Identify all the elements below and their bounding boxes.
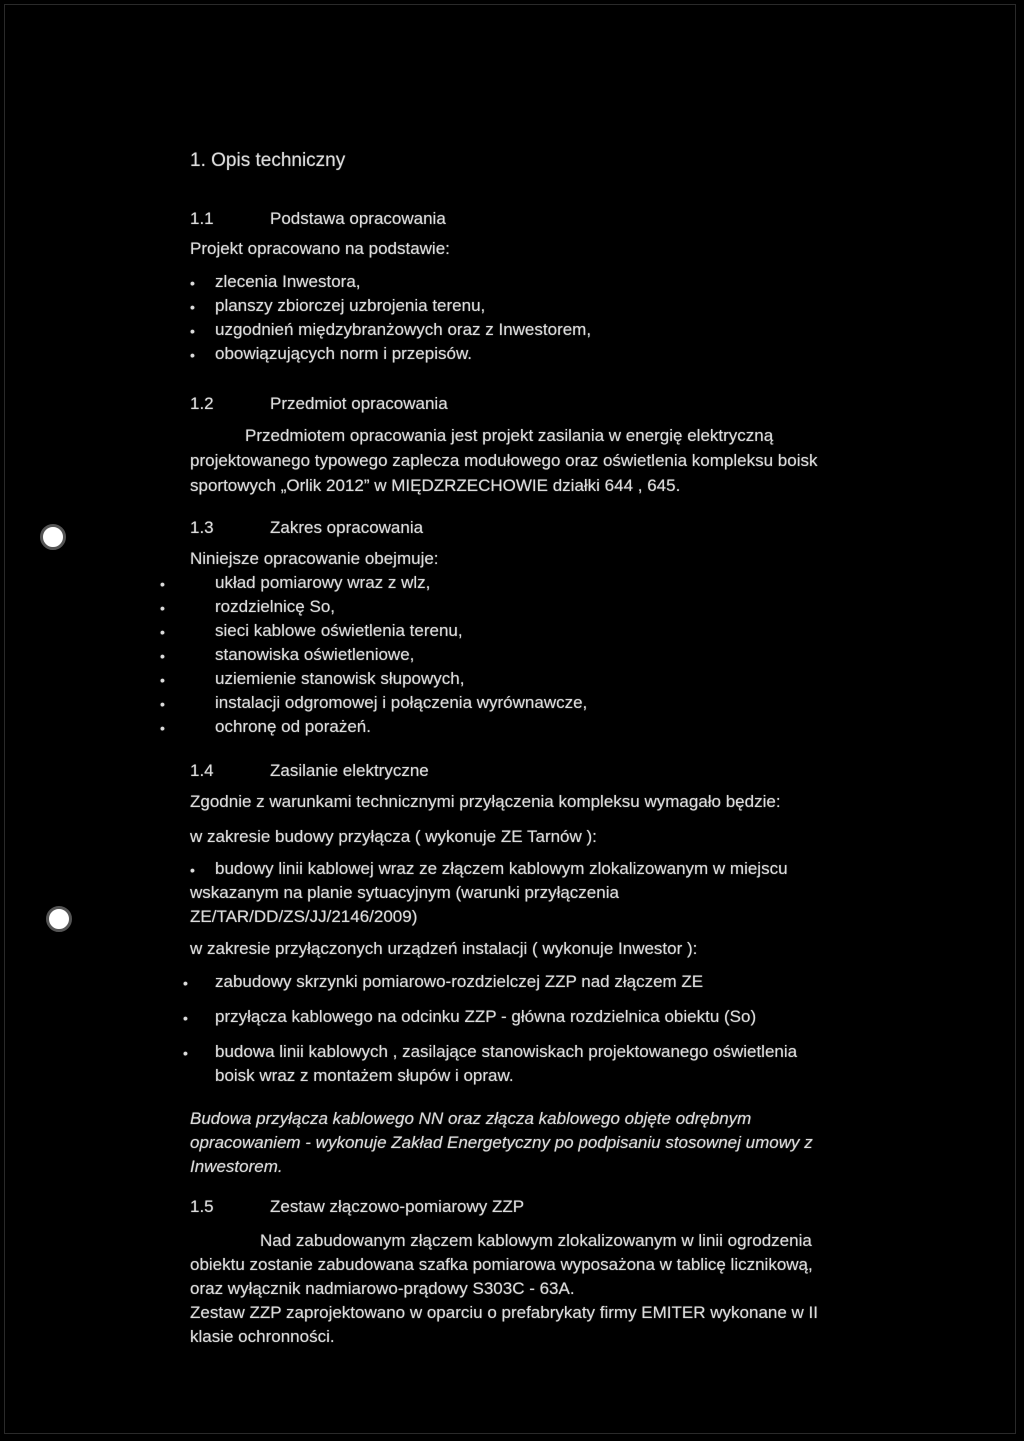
list-item: zlecenia Inwestora, (215, 272, 361, 291)
section-intro: Zgodnie z warunkami technicznymi przyłączenia kompleksu wymagało będzie: (190, 792, 781, 811)
bullet-icon: • (160, 720, 165, 736)
section-intro: Projekt opracowano na podstawie: (190, 239, 450, 258)
bullet-icon: • (160, 576, 165, 592)
italic-note-line: Budowa przyłącza kablowego NN oraz złącza kablowego objęte odrębnym (190, 1109, 752, 1128)
scope-line: w zakresie przyłączonych urządzeń instalacji ( wykonuje Inwestor ): (190, 939, 698, 958)
list-item: uziemienie stanowisk słupowych, (215, 669, 465, 688)
bullet-icon: • (160, 648, 165, 664)
paragraph-line: Nad zabudowanym złączem kablowym zlokalizowanym w linii ogrodzenia (260, 1231, 812, 1250)
bullet-icon: • (190, 862, 195, 878)
list-item: przyłącza kablowego na odcinku ZZP - główna rozdzielnica obiektu (So) (215, 1007, 757, 1026)
section-title: Zasilanie elektryczne (270, 761, 429, 780)
section-title: Przedmiot opracowania (270, 394, 448, 413)
paragraph-line: obiektu zostanie zabudowana szafka pomiarowa wyposażona w tablicę licznikową, (190, 1255, 813, 1274)
bullet-icon: • (160, 696, 165, 712)
bullet-icon: • (183, 975, 188, 991)
paragraph-line: klasie ochronności. (190, 1327, 335, 1346)
scope-line: w zakresie budowy przyłącza ( wykonuje ZE Tarnów ): (190, 827, 597, 846)
bullet-icon: • (160, 624, 165, 640)
section-number: 1.3 (190, 518, 214, 537)
list-item: uzgodnień międzybranżowych oraz z Inwestorem, (215, 320, 592, 339)
list-item: ochronę od porażeń. (215, 717, 371, 736)
list-item: obowiązujących norm i przepisów. (215, 344, 473, 363)
section-intro: Niniejsze opracowanie obejmuje: (190, 549, 439, 568)
bullet-icon: • (160, 672, 165, 688)
italic-note-line: Inwestorem. (190, 1157, 283, 1176)
italic-note-line: opracowaniem - wykonuje Zakład Energetyczny po podpisaniu stosownej umowy z (190, 1133, 813, 1152)
paragraph-line: Zestaw ZZP zaprojektowano w oparciu o prefabrykaty firmy EMITER wykonane w II (190, 1303, 818, 1322)
bullet-icon: • (190, 323, 195, 339)
list-item: instalacji odgromowej i połączenia wyrównawcze, (215, 693, 588, 712)
list-item: planszy zbiorczej uzbrojenia terenu, (215, 296, 486, 315)
paragraph-line: projektowanego typowego zaplecza modułowego oraz oświetlenia kompleksu boisk (190, 451, 818, 470)
bullet-icon: • (183, 1045, 188, 1061)
list-item: zabudowy skrzynki pomiarowo-rozdzielczej ZZP nad złączem ZE (215, 972, 704, 991)
bullet-icon: • (160, 600, 165, 616)
list-item: budowy linii kablowej wraz ze złączem kablowym zlokalizowanym w miejscu (215, 859, 788, 878)
document-title: 1. Opis techniczny (190, 150, 346, 171)
list-item-continuation: wskazanym na planie sytuacyjnym (warunki przyłączenia (190, 883, 619, 902)
list-item-continuation: boisk wraz z montażem słupów i opraw. (215, 1066, 514, 1085)
bullet-icon: • (190, 347, 195, 363)
paragraph-line: Przedmiotem opracowania jest projekt zasilania w energię elektryczną (245, 426, 774, 445)
section-title: Zestaw złączowo-pomiarowy ZZP (270, 1197, 525, 1216)
section-number: 1.4 (190, 761, 214, 780)
paragraph-line: sportowych „Orlik 2012” w MIĘDZRZECHOWIE działki 644 , 645. (190, 476, 681, 495)
paragraph-line: oraz wyłącznik nadmiarowo-prądowy S303C - 63A. (190, 1279, 575, 1298)
section-title: Zakres opracowania (270, 518, 424, 537)
bullet-icon: • (190, 299, 195, 315)
list-item-continuation: ZE/TAR/DD/ZS/JJ/2146/2009) (190, 907, 418, 926)
section-number: 1.2 (190, 394, 214, 413)
bullet-icon: • (183, 1010, 188, 1026)
list-item: budowa linii kablowych , zasilające stanowiskach projektowanego oświetlenia (215, 1042, 798, 1061)
bullet-icon: • (190, 275, 195, 291)
list-item: sieci kablowe oświetlenia terenu, (215, 621, 463, 640)
list-item: układ pomiarowy wraz z wlz, (215, 573, 431, 592)
list-item: rozdzielnicę So, (215, 597, 336, 616)
section-number: 1.5 (190, 1197, 214, 1216)
section-number: 1.1 (190, 209, 214, 228)
list-item: stanowiska oświetleniowe, (215, 645, 415, 664)
section-title: Podstawa opracowania (270, 209, 446, 228)
